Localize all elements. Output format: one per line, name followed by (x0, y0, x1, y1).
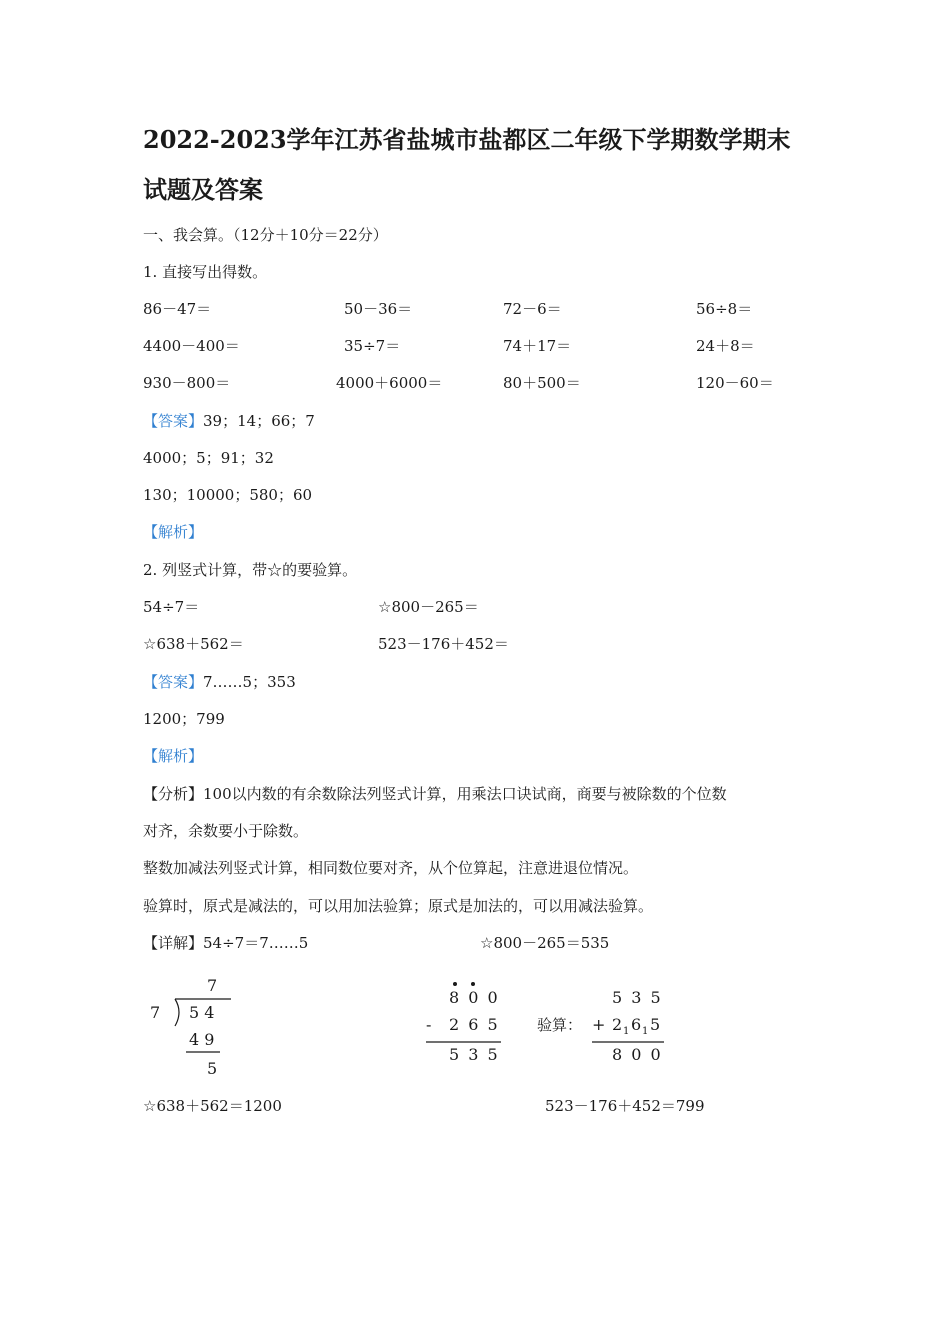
check-digit: 2 (612, 1015, 623, 1034)
subtraction-top: 8 0 0 (449, 988, 500, 1007)
subtraction-result: 5 3 5 (449, 1045, 500, 1064)
page-title: 2022-2023学年江苏省盐城市盐都区二年级下学期数学期末 (143, 125, 791, 154)
page-title-line2: 试题及答案 (143, 175, 263, 204)
analysis-tag: 【解析】 (143, 747, 204, 765)
check-digit: 6 (631, 1015, 642, 1034)
check-label: 验算： (537, 1016, 583, 1034)
fenxi-tag: 【分析】 (143, 785, 204, 803)
q1-item: 24＋8＝ (696, 337, 755, 355)
tail-left: ☆638＋562＝1200 (143, 1097, 282, 1115)
q1-item: 4000＋6000＝ (336, 374, 443, 392)
answer-line: 4000；5；91；32 (143, 449, 274, 467)
detail-line-b: ☆800－265＝535 (480, 934, 610, 952)
question-1-label: 1. 直接写出得数。 (143, 263, 268, 281)
analysis-line: 对齐，余数要小于除数。 (143, 822, 309, 840)
answer-line: 130；10000；580；60 (143, 486, 313, 504)
subtraction-bottom: 2 6 5 (449, 1015, 500, 1034)
division-product: 4 9 (189, 1030, 215, 1049)
q1-item: 74＋17＝ (503, 337, 572, 355)
q1-item: 56÷8＝ (696, 300, 753, 318)
check-operator: + (592, 1015, 606, 1034)
q1-item: 35÷7＝ (344, 337, 401, 355)
analysis-tag: 【解析】 (143, 523, 204, 541)
carry-mark: 1 (623, 1026, 630, 1037)
q1-item: 72－6＝ (503, 300, 562, 318)
q2-item: ☆800－265＝ (378, 598, 479, 616)
q1-item: 930－800＝ (143, 374, 231, 392)
q1-item: 120－60＝ (696, 374, 774, 392)
carry-mark: 1 (642, 1026, 649, 1037)
q1-item: 4400－400＝ (143, 337, 240, 355)
answer-text: 39；14；66；7 (203, 412, 315, 430)
q2-item: ☆638＋562＝ (143, 635, 244, 653)
fenxi-text: 100以内数的有余数除法列竖式计算，用乘法口诀试商，商要与被除数的个位数 (203, 785, 727, 803)
answer-tag: 【答案】 (143, 673, 204, 691)
division-divisor: 7 (150, 1003, 161, 1022)
check-result: 8 0 0 (612, 1045, 663, 1064)
q2-item: 523－176＋452＝ (378, 635, 509, 653)
subtraction-operator: - (426, 1015, 432, 1034)
q1-item: 80＋500＝ (503, 374, 581, 392)
division-quotient: 7 (207, 976, 218, 995)
xiangjie-a: 54÷7＝7……5 (203, 934, 309, 952)
tail-right: 523－176＋452＝799 (545, 1097, 705, 1115)
xiangjie-tag: 【详解】 (143, 934, 204, 952)
analysis-line: 整数加减法列竖式计算，相同数位要对齐，从个位算起，注意进退位情况。 (143, 859, 639, 877)
question-2-label: 2. 列竖式计算，带☆的要验算。 (143, 561, 358, 579)
section-heading: 一、我会算。（12分＋10分＝22分） (143, 226, 388, 244)
division-remainder: 5 (207, 1059, 218, 1078)
division-dividend: 5 4 (189, 1003, 215, 1022)
answer-tag: 【答案】 (143, 412, 204, 430)
q1-item: 86－47＝ (143, 300, 212, 318)
q2-item: 54÷7＝ (143, 598, 200, 616)
answer-line: 1200；799 (143, 710, 225, 728)
analysis-line: 验算时，原式是减法的，可以用加法验算；原式是加法的，可以用减法验算。 (143, 897, 654, 915)
check-digit: 5 (650, 1015, 661, 1034)
check-top: 5 3 5 (612, 988, 663, 1007)
answer-text: 7……5；353 (203, 673, 296, 691)
q1-item: 50－36＝ (344, 300, 413, 318)
